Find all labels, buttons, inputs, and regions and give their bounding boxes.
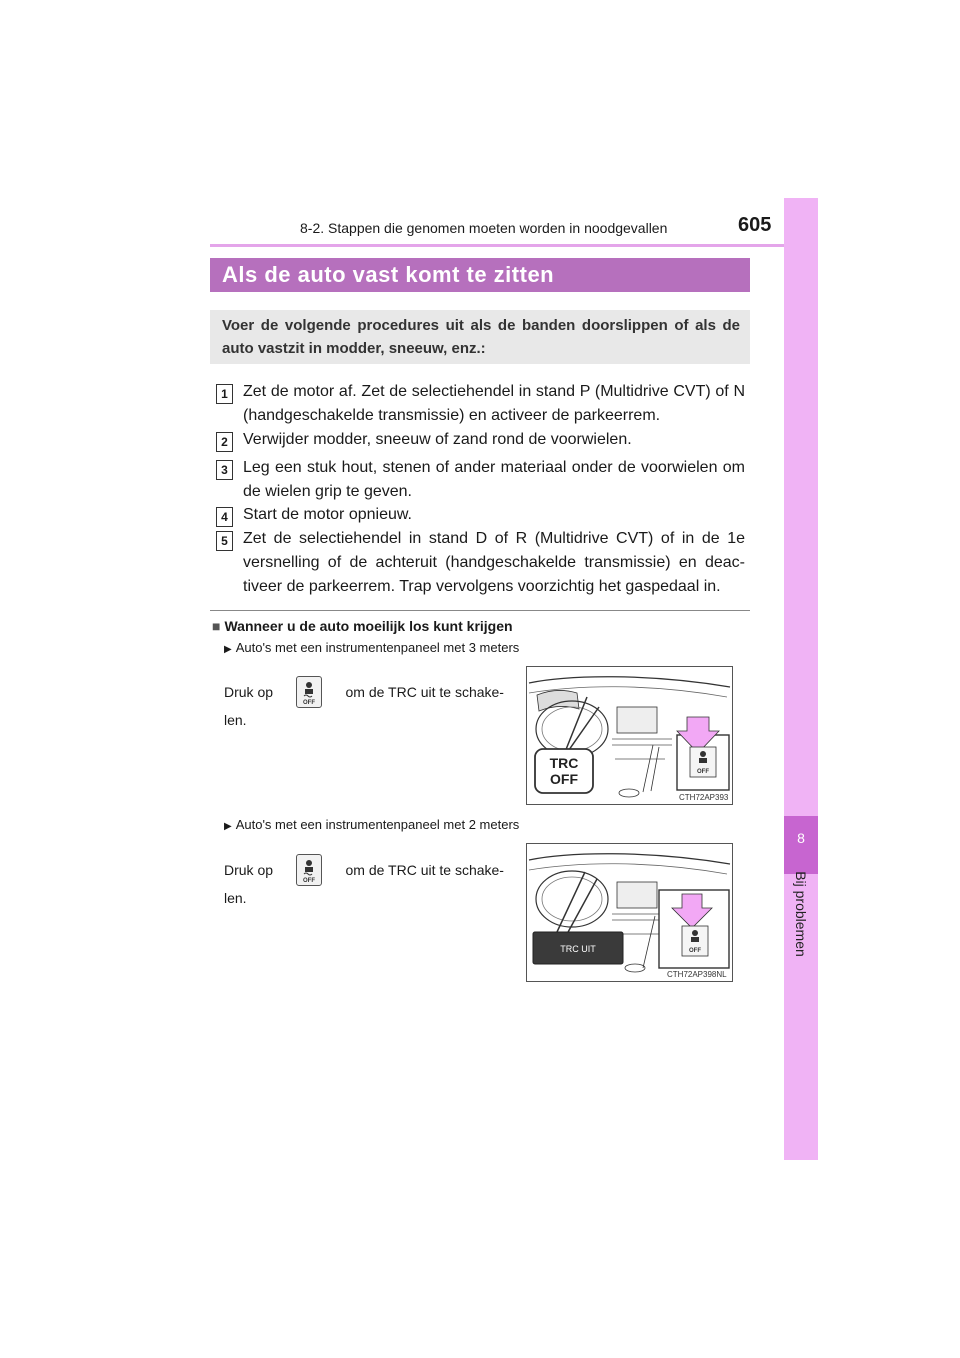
step-number-2: 2 [216,432,233,452]
button-off-label: OFF [689,948,701,954]
note-heading: ■ Wanneer u de auto moeilijk los kunt krijgen [212,618,513,634]
svg-text:OFF: OFF [303,878,316,884]
figure-code-2: CTH72AP398NL [667,970,727,979]
page-title: Als de auto vast komt te zitten [222,262,555,287]
case-heading-1: ▶ Auto's met een instrumentenpaneel met 3 meters [224,640,520,655]
svg-text:OFF: OFF [303,700,316,706]
figure-code-1: CTH72AP393 [679,793,729,802]
step-text-1: Zet de motor af. Zet de selectiehendel in stand P (Multidrive CVT) of N (handgeschakelde transmissie) en activeer de parkeerrem. [243,383,745,424]
trc-off-button-icon [296,854,322,886]
button-off-label: OFF [697,769,709,775]
header-divider [210,244,818,247]
section-header: 8-2. Stappen die genomen moeten worden in noodgevallen [300,220,668,236]
section-divider [210,610,750,611]
triangle-bullet-icon: ▶ [224,644,232,655]
square-bullet-icon: ■ [212,618,221,634]
step-text-4: Start de motor opnieuw. [243,506,412,523]
press-instruction-1: Druk op OFF om de TRC uit te schake- len. [224,676,504,732]
chapter-number: 8 [797,830,805,846]
step-number-5: 5 [216,531,233,551]
callout-line-2: OFF [550,771,578,787]
trc-off-button-icon [296,676,322,708]
press-instruction-2: Druk op OFF om de TRC uit te schake- len. [224,854,504,910]
chapter-side-tab [784,198,818,1160]
step-number-1: 1 [216,384,233,404]
chapter-label: Bij problemen [793,871,809,957]
dashboard-illustration-2 [526,843,733,982]
intro-text: Voer de volgende procedures uit als de banden doorslippen of als de auto vastzit in modder, sneeuw, enz.: [222,317,740,357]
step-number-3: 3 [216,460,233,480]
step-text-5: Zet de selectiehendel in stand D of R (Multidrive CVT) of in de 1e versnelling of de achteruit (handgeschakelde transmissie) en deactiveer de parkeerrem. Trap vervolgens voorzichtig het gaspedaal in. [243,530,745,595]
dashboard-illustration-1 [526,666,733,805]
step-text-3: Leg een stuk hout, stenen of ander materiaal onder de voorwielen om de wielen grip te geven. [243,459,745,500]
page-number: 605 [738,214,772,236]
step-text-2: Verwijder modder, sneeuw of zand rond de voorwielen. [243,431,632,448]
step-number-4: 4 [216,507,233,527]
callout-line-1: TRC UIT [560,944,596,954]
triangle-bullet-icon: ▶ [224,821,232,832]
case-heading-2: ▶ Auto's met een instrumentenpaneel met 2 meters [224,817,520,832]
callout-line-1: TRC [549,755,579,771]
